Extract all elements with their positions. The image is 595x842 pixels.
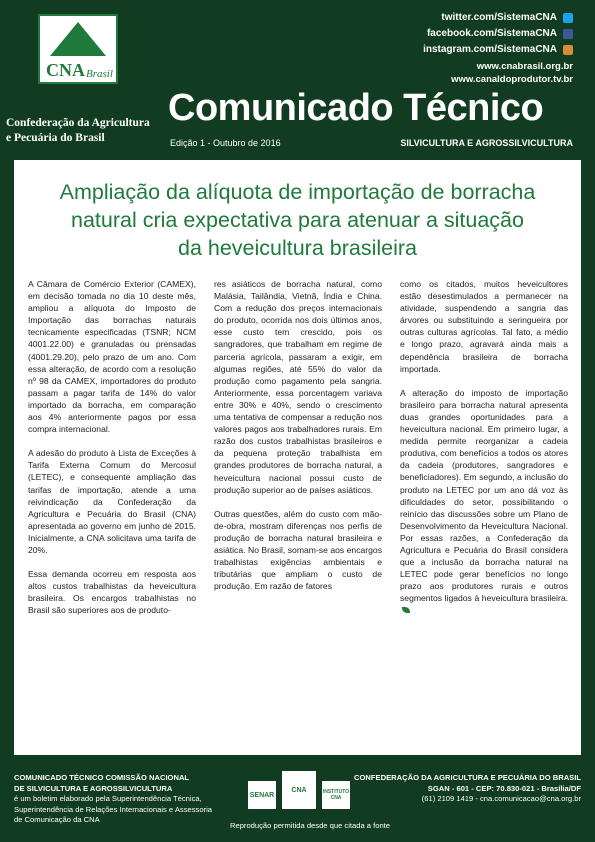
footer-about [14, 773, 214, 826]
footer-logos [248, 771, 350, 809]
paragraph: A adesão do produto à Lista de Exceções à Tarifa Externa Comum do Mercosul (LETEC), e consequente ampliação das tarifas de importação, atende a uma reivindicação da Confederação da Agricultura e Pecuária do Brasil (CNA) apresentada ao governo em junho de 2015. Inicialmente, a CNA solicitava uma tarifa de 20%. [28, 448, 196, 555]
footer-description: é um boletim elaborado pela Superintendência Técnica, Superintendência de Relações Internacionais e Assessoria de Comunicação da CNA [14, 794, 212, 824]
cna-logo-mark [38, 14, 118, 84]
site-cnabrasil[interactable]: www.cnabrasil.org.br [476, 61, 573, 72]
senar-logo[interactable]: SENAR [248, 781, 276, 809]
headline-line1: Ampliação da alíquota de importação de borracha [59, 180, 536, 204]
instagram-link[interactable]: instagram.com/SistemaCNA [423, 44, 557, 55]
instituto-cna-logo[interactable]: INSTITUTO CNA [322, 781, 350, 809]
footer-contact [354, 773, 581, 805]
facebook-link[interactable]: facebook.com/SistemaCNA [426, 28, 557, 39]
social-facebook[interactable] [423, 26, 573, 42]
footer-address: SGAN - 601 - CEP: 70.830-021 - Brasília/DF [427, 783, 581, 793]
column-1 [28, 278, 196, 629]
headline-line3: da heveicultura brasileira [177, 236, 418, 260]
facebook-icon [563, 29, 573, 39]
instagram-icon [563, 45, 573, 55]
reproduction-note: Reprodução permitida desde que citada a fonte [230, 821, 390, 830]
section-label: SILVICULTURA E AGROSSILVICULTURA [400, 138, 573, 148]
social-links [423, 10, 573, 58]
article-columns [28, 278, 568, 629]
org-caption-line2: e Pecuária do Brasil [6, 132, 105, 144]
twitter-link[interactable]: twitter.com/SistemaCNA [441, 12, 557, 23]
paragraph-text: A alteração do imposto de importação brasileiro para borracha natural apresenta duas grandes oportunidades para a heveicultura nacional. Em primeiro lugar, a medida permite reorganizar a cadeia produtiva, com benefícios a todos os atores da cadeia (produtores, sangradores e beneficiadores). Em segundo, a inclusão do produto na LETEC por um ano dá voz às dificuldades do setor, possibilitando o reinício das discussões sobre um Plano de Desenvolvimento da Heveicultura Nacional. Por essas razões, a Confederação da Agricultura e Pecuária do Brasil considera que a inclusão da borracha natural na LETEC pode gerar benefícios no longo prazo aos produtores rurais e outros segmentos ligados à heveicultura brasileira. [400, 387, 568, 604]
paragraph: res asiáticos de borracha natural, como Malásia, Tailândia, Vietnã, Índia e China. Com a redução dos preços internacionais do produto, ocorrida nos dois últimos anos, esse custo tem crescido, pois os sangradores, que trabalham em regime de parceria agrícola, passaram a exigir, em algumas regiões, até 55% do valor da produção como pagamento pela sangria. Anteriormente, essa porcentagem variava entre 30% e 40%, sendo o crescimento uma tentativa de compensar a redução nos valores pagos aos trabalhadores rurais. Em razão dos custos trabalhistas brasileiros e da pequena proteção trabalhista em grandes produtores de borracha natural, a heveicultura nacional possui custo de produção superior ao de países asiáticos. [214, 279, 382, 495]
site-canaldoprodutor[interactable]: www.canaldoprodutor.tv.br [451, 74, 573, 85]
footer-phone-email[interactable]: (61) 2109 1419 - cna.comunicacao@cna.org.br [421, 794, 581, 803]
social-instagram[interactable] [423, 42, 573, 58]
footer-bold-line2: DE SILVICULTURA E AGROSSILVICULTURA [14, 783, 173, 793]
footer-org-name: CONFEDERAÇÃO DA AGRICULTURA E PECUÁRIA DO BRASIL [354, 773, 581, 782]
social-twitter[interactable] [423, 10, 573, 26]
websites [451, 60, 573, 86]
column-2 [214, 278, 382, 629]
logo-triangle-icon [50, 22, 106, 56]
cna-footer-logo[interactable]: CNA [282, 771, 316, 809]
article-headline [14, 178, 581, 262]
cna-logo[interactable] [38, 14, 118, 84]
paragraph-last [400, 387, 568, 617]
header [0, 0, 595, 160]
paragraph: Essa demanda ocorreu em resposta aos altos custos trabalhistas da heveicultura brasileira. Os encargos trabalhistas no Brasil são superiores aos de produto- [28, 569, 196, 616]
org-caption-line1: Confederação da Agricultura [6, 117, 150, 129]
twitter-icon [563, 13, 573, 23]
logo-sub: Brasil [86, 68, 113, 80]
edition-label: Edição 1 - Outubro de 2016 [170, 138, 281, 148]
paragraph: A Câmara de Comércio Exterior (CAMEX), em decisão tomada no dia 10 deste mês, ampliou a alíquota do Imposto de Importação das borrachas naturais tecnicamente especificadas (TSNR; NCM 4001.22.00) e granuladas ou prensadas (4001.29.20), pelo prazo de um ano. Com essa alteração, de acordo com a resolução nº 98 da CAMEX, importadores do produto passam a pagar tarifa de 14% do valor importado da borracha, em comparação aos 4% anteriormente pagos por essa compra internacional. [28, 279, 196, 435]
logo-text: CNA [46, 60, 85, 80]
paragraph: Outras questões, além do custo com mão-de-obra, mostram diferenças nos perfis de produção de borracha natural brasileira e asiática. No Brasil, somam-se aos encargos trabalhistas exigências ambientais e tributárias que ampliam o custo de produção. Em razão de fatores [214, 508, 382, 592]
article-page [14, 160, 581, 755]
column-3 [400, 278, 568, 629]
footer [0, 755, 595, 842]
headline-line2: natural cria expectativa para atenuar a situação [71, 208, 524, 232]
org-caption [6, 116, 166, 146]
leaf-end-icon [402, 607, 410, 613]
footer-bold-line1: COMUNICADO TÉCNICO COMISSÃO NACIONAL [14, 773, 190, 782]
page-title: Comunicado Técnico [168, 87, 544, 129]
paragraph: como os citados, muitos heveicultores estão desestimulados a permanecer na atividade, suspendendo a sangria das árvores ou substituindo a seringueira por outras culturas agrícolas. Tal fato, a médio e longo prazo, agravará ainda mais a dependência brasileira de borracha importada. [400, 279, 568, 374]
